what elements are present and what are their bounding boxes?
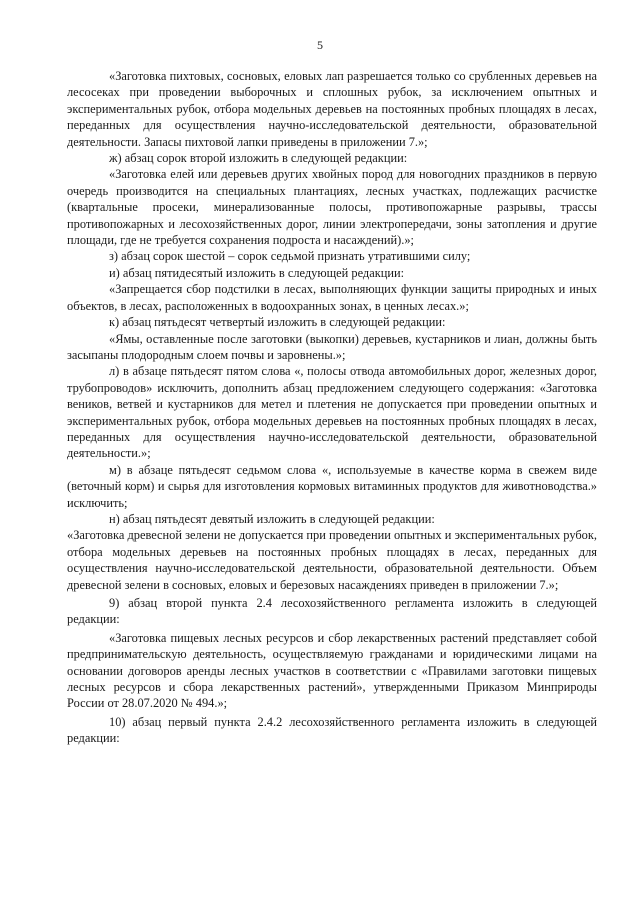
paragraph: 10) абзац первый пункта 2.4.2 лесохозяйственного регламента изложить в следующей редакции: xyxy=(67,714,597,746)
paragraph: «Запрещается сбор подстилки в лесах, выполняющих функции защиты природных и иных объектов, в лесах, расположенных в водоохранных зонах, в ценных лесах.»; xyxy=(67,282,597,313)
paragraph: ж) абзац сорок второй изложить в следующей редакции: xyxy=(109,151,408,166)
page-number: 5 xyxy=(317,38,323,52)
paragraph: «Ямы, оставленные после заготовки (выкопки) деревьев, кустарников и лиан, должны быть засыпаны плодородным слоем почвы и заровнены.»; xyxy=(67,331,597,362)
paragraph: 9) абзац второй пункта 2.4 лесохозяйственного регламента изложить в следующей редакции: xyxy=(67,596,597,627)
paragraph: «Заготовка пищевых лесных ресурсов и сбор лекарственных растений представляет собой предпринимательскую деятельность, осуществляемую гражданами и юридическими лицами на основании договоров аренды лесных участков в соответствии с «Правилами заготовки пищевых лесных ресурсов и сбора лекарственных растений», утвержденными Приказом Минприроды России от 28.07.2020 № 494.»; xyxy=(67,630,597,711)
paragraph: «Заготовка елей или деревьев других хвойных пород для новогодних праздников в первую очередь производится на специальных плантациях, лесных участках, подлежащих расчистке (квартальные просеки, минерализованные полосы, противопожарные разрывы, трассы противопожарных и лесохозяйственных дорог, линии электропередачи, зоны затопления и другие площади, где не требуется сохранения подроста и насаждений).»; xyxy=(67,167,597,248)
paragraph: з) абзац сорок шестой – сорок седьмой признать утратившими силу; xyxy=(109,249,471,264)
paragraph: и) абзац пятидесятый изложить в следующей редакции: xyxy=(109,265,405,280)
paragraph: н) абзац пятьдесят девятый изложить в следующей редакции: xyxy=(109,511,435,526)
paragraph: м) в абзаце пятьдесят седьмом слова «, используемые в качестве корма в свежем виде (веточный корм) и сырья для изготовления кормовых витаминных продуктов для животноводства.» исключить; xyxy=(67,462,597,510)
paragraph: «Заготовка пихтовых, сосновых, еловых лап разрешается только со срубленных деревьев на лесосеках при проведении выборочных и сплошных рубок, за исключением опытных и экспериментальных рубок, отбора модельных деревьев на постоянных пробных площадях в лесах, переданных для осуществления научно-исследовательской деятельности, образовательной деятельности. Запасы пихтовой лапки приведены в приложении 7.»; xyxy=(67,69,597,149)
paragraph: к) абзац пятьдесят четвертый изложить в следующей редакции: xyxy=(109,315,446,330)
document-body xyxy=(67,68,597,747)
paragraph: л) в абзаце пятьдесят пятом слова «, полосы отвода автомобильных дорог, железных дорог, трубопроводов» исключить, дополнить абзац предложением следующего содержания: «Заготовка веников, ветвей и кустарников для метел и плетения не допускается при проведении опытных и экспериментальных рубок, отбора модельных деревьев на постоянных пробных площадях в лесах, переданных для осуществления научно-исследовательской деятельности, образовательной деятельности.»; xyxy=(67,364,597,461)
paragraph: «Заготовка древесной зелени не допускается при проведении опытных и экспериментальных рубок, отбора модельных деревьев на постоянных пробных площадях в лесах, переданных для осуществления научно-исследовательской деятельности, образовательной деятельности. Объем древесной зелени в сосновых, еловых и березовых насаждениях приведен в приложении 7.»; xyxy=(67,528,597,592)
